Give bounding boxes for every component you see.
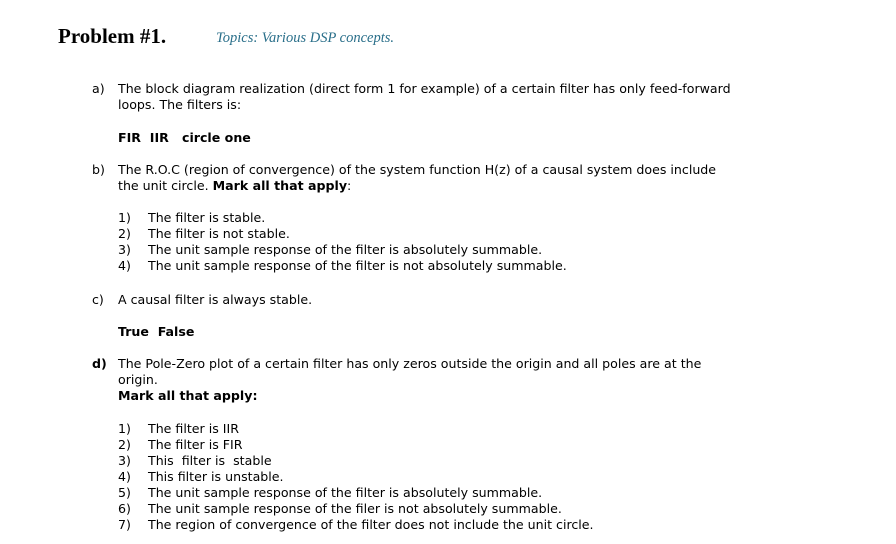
question-d-label: d) <box>92 356 107 371</box>
list-item <box>0 226 896 242</box>
option-text: The unit sample response of the filter is absolutely summable. <box>148 485 543 500</box>
option-text: The unit sample response of the filer is not absolutely summable. <box>148 501 562 516</box>
list-item <box>0 421 896 437</box>
option-text: The filter is stable. <box>148 210 266 225</box>
option-text: The unit sample response of the filter is absolutely summable. <box>148 242 543 257</box>
question-a-choices: FIR IIR circle one <box>118 130 251 145</box>
mark-all-instruction: Mark all that apply: <box>118 388 258 403</box>
question-b-line-2-end: : <box>347 178 352 193</box>
question-b-options <box>0 210 896 274</box>
option-number: 2) <box>118 226 131 241</box>
list-item <box>0 210 896 226</box>
option-number: 1) <box>118 210 131 225</box>
option-text: The filter is not stable. <box>148 226 290 241</box>
list-item <box>0 242 896 258</box>
option-number: 3) <box>118 242 131 257</box>
mark-all-instruction: Mark all that apply <box>212 178 348 193</box>
list-item <box>0 258 896 274</box>
list-item <box>0 485 896 501</box>
option-text: This filter is stable <box>148 453 272 468</box>
option-number: 1) <box>118 421 131 436</box>
option-text: The filter is FIR <box>148 437 243 452</box>
option-text: The filter is IIR <box>148 421 239 436</box>
problem-title: Problem #1. <box>58 24 167 48</box>
question-b-label: b) <box>92 162 105 177</box>
question-c-line-1: A causal filter is always stable. <box>118 292 313 307</box>
question-d-line-1: The Pole-Zero plot of a certain filter has only zeros outside the origin and all poles are at the <box>118 356 702 371</box>
question-b-line-2-text: the unit circle. <box>118 178 213 193</box>
question-c-choices: True False <box>118 324 195 339</box>
option-number: 2) <box>118 437 131 452</box>
option-number: 7) <box>118 517 131 532</box>
question-a-line-1: The block diagram realization (direct form 1 for example) of a certain filter has only feed-forward <box>118 81 731 96</box>
option-number: 5) <box>118 485 131 500</box>
option-number: 4) <box>118 258 131 273</box>
option-number: 6) <box>118 501 131 516</box>
question-c-label: c) <box>92 292 104 307</box>
list-item <box>0 437 896 453</box>
topics-subtitle: Topics: Various DSP concepts. <box>216 30 395 46</box>
question-b-line-1: The R.O.C (region of convergence) of the system function H(z) of a causal system does include <box>118 162 717 177</box>
list-item <box>0 469 896 485</box>
question-d-line-2: origin. <box>118 372 158 387</box>
question-b-line-2 <box>118 178 351 194</box>
list-item <box>0 453 896 469</box>
option-number: 4) <box>118 469 131 484</box>
option-number: 3) <box>118 453 131 468</box>
option-text: The region of convergence of the filter does not include the unit circle. <box>148 517 594 532</box>
question-a-label: a) <box>92 81 105 96</box>
list-item <box>0 501 896 517</box>
question-d-options <box>0 421 896 533</box>
question-a-line-2: loops. The filters is: <box>118 97 242 112</box>
option-text: This filter is unstable. <box>148 469 284 484</box>
list-item <box>0 517 896 533</box>
option-text: The unit sample response of the filter is not absolutely summable. <box>148 258 567 273</box>
